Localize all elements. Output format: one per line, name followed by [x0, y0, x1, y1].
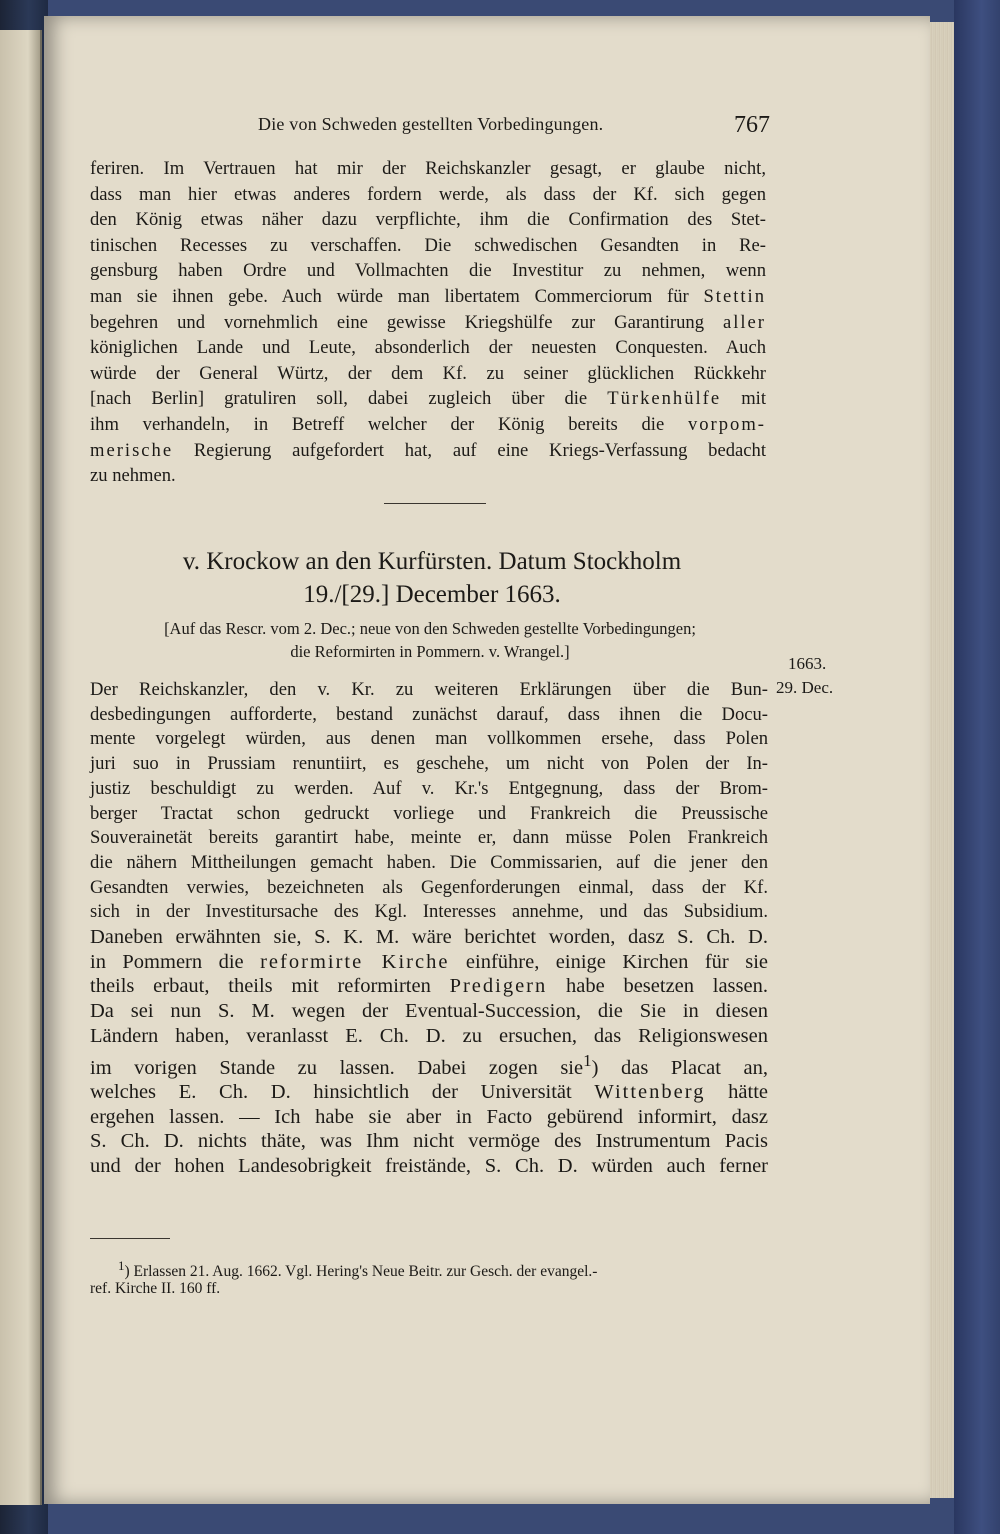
- text-line: [90, 412, 766, 438]
- text-run: ) das Placat an,: [591, 1056, 768, 1079]
- text-line: Der Reichskanzler, den v. Kr. zu weiteren Erklärungen über die Bun-: [90, 679, 768, 700]
- text-line: würde der General Würtz, der dem Kf. zu seiner glücklichen Rückkehr: [90, 362, 766, 384]
- text-line: Daneben erwähnten sie, S. K. M. wäre berichtet worden, dasz S. Ch. D.: [90, 926, 768, 949]
- text-run: ihm verhandeln, in Betreff welcher der König bereits die: [90, 413, 688, 435]
- book-cover-right: [954, 0, 1000, 1534]
- text-line: sich in der Investitursache des Kgl. Interesses annehme, und das Subsidium.: [90, 901, 768, 923]
- footnote-text: ) Erlassen 21. Aug. 1662. Vgl. Hering's Neue Beitr. zur Gesch. der evangel.-: [124, 1263, 598, 1281]
- text-line: [90, 386, 766, 412]
- text-line: [90, 284, 766, 310]
- text-line: gensburg haben Ordre und Vollmachten die Investitur zu nehmen, wenn: [90, 260, 766, 282]
- text-line: die nähern Mittheilungen gemacht haben. Die Commissarien, auf die jener den: [90, 851, 768, 873]
- text-run: welches E. Ch. D. hinsichtlich der Universität: [90, 1081, 595, 1104]
- page-edges: [930, 22, 954, 1498]
- text-run: Regierung aufgefordert hat, auf eine Kriegs-Verfassung bedacht: [173, 439, 766, 461]
- text-line: S. Ch. D. nichts thäte, was Ihm nicht vermöge des Instrumentum Pacis: [90, 1130, 768, 1153]
- text-run: in Pommern die: [90, 950, 261, 973]
- section-title: v. Krockow an den Kurfürsten. Datum Stockholm: [182, 548, 682, 575]
- footnote-marker: 1: [118, 1258, 125, 1273]
- footnote-continued: ref. Kirche II. 160 ff.: [90, 1280, 221, 1297]
- text-line: [90, 950, 768, 975]
- section-divider: [384, 503, 486, 504]
- spaced-word: merische: [90, 439, 174, 461]
- spaced-word: reformirte Kirche: [260, 950, 450, 973]
- text-line: und der hohen Landesobrigkeit freistände, S. Ch. D. würden auch ferner: [90, 1155, 768, 1178]
- text-line: [90, 1049, 768, 1081]
- text-run: mit: [721, 388, 766, 410]
- footnote-ref[interactable]: 1: [583, 1050, 592, 1070]
- footnote-rule: [90, 1238, 170, 1239]
- text-run: einführe, einige Kirchen für sie: [449, 950, 768, 973]
- margin-date: 29. Dec.: [776, 678, 834, 697]
- spaced-word: aller: [722, 311, 766, 333]
- footnote: [118, 1258, 597, 1281]
- text-run: im vorigen Stande zu lassen. Dabei zogen sie: [90, 1056, 584, 1079]
- text-line: berger Tractat schon gedruckt vorliege und Frankreich die Preussische: [90, 802, 768, 824]
- text-line: justiz beschuldigt zu werden. Auf v. Kr.'s Entgegnung, dass der Brom-: [90, 777, 768, 799]
- text-line: desbedingungen aufforderte, bestand zunächst darauf, dass ihnen die Docu-: [90, 703, 768, 725]
- text-line: [90, 310, 766, 336]
- spaced-word: Predigern: [449, 975, 548, 998]
- previous-page-edge: [0, 30, 42, 1505]
- running-head: Die von Schweden gestellten Vorbedingungen.: [258, 114, 604, 134]
- margin-year: 1663.: [788, 654, 827, 673]
- spaced-word: Türkenhülfe: [607, 388, 722, 410]
- text-line: Da sei nun S. M. wegen der Eventual-Succession, die Sie in diesen: [90, 1000, 768, 1023]
- section-title-date: 19./[29.] December 1663.: [303, 581, 561, 608]
- text-line: Gesandten verwies, bezeichneten als Gegenforderungen einmal, dass der Kf.: [90, 876, 768, 898]
- text-line: [90, 1080, 768, 1105]
- text-line: [90, 974, 768, 999]
- text-line: den König etwas näher dazu verpflichte, ihm die Confirmation des Stet-: [90, 209, 766, 231]
- section-note: [Auf das Rescr. vom 2. Dec.; neue von den Schweden gestellte Vorbedingungen;: [164, 619, 696, 638]
- spaced-word: Stettin: [703, 285, 766, 307]
- section-note: die Reformirten in Pommern. v. Wrangel.]: [290, 642, 570, 661]
- text-run: habe besetzen lassen.: [547, 975, 768, 998]
- spaced-word: vorpom-: [687, 413, 766, 435]
- text-run: [nach Berlin] gratuliren soll, dabei zugleich über die: [90, 388, 608, 410]
- text-line: dass man hier etwas anderes fordern werde, als dass der Kf. sich gegen: [90, 183, 766, 205]
- text-line: tinischen Recesses zu verschaffen. Die schwedischen Gesandten in Re-: [90, 234, 766, 256]
- text-run: begehren und vornehmlich eine gewisse Kriegshülfe zur Garantirung: [90, 311, 723, 333]
- text-run: theils erbaut, theils mit reformirten: [90, 975, 450, 998]
- text-run: hätte: [705, 1081, 768, 1104]
- text-line: Ländern haben, veranlasst E. Ch. D. zu ersuchen, das Religionswesen: [90, 1024, 768, 1047]
- text-line: mente vorgelegt würden, aus denen man vollkommen ersehe, dass Polen: [90, 728, 768, 750]
- paragraph-2: [90, 678, 768, 1179]
- text-line: ergehen lassen. — Ich habe sie aber in Facto gebürend informirt, dasz: [90, 1105, 768, 1128]
- page-number: 767: [734, 112, 770, 138]
- text-line: feriren. Im Vertrauen hat mir der Reichskanzler gesagt, er glaube nicht,: [90, 158, 766, 179]
- text-run: man sie ihnen gebe. Auch würde man libertatem Commerciorum für: [90, 285, 704, 307]
- text-line: Souverainetät bereits garantirt habe, meinte er, dann müsse Polen Frankreich: [90, 827, 768, 849]
- text-line: zu nehmen.: [90, 465, 176, 487]
- text-line: [90, 438, 766, 464]
- paragraph-1: [90, 156, 766, 489]
- text-line: juri suo in Prussiam renuntiirt, es geschehe, um nicht von Polen der In-: [90, 753, 768, 775]
- spaced-word: Wittenberg: [594, 1081, 706, 1104]
- text-line: königlichen Lande und Leute, absonderlich der neuesten Conquesten. Auch: [90, 337, 766, 359]
